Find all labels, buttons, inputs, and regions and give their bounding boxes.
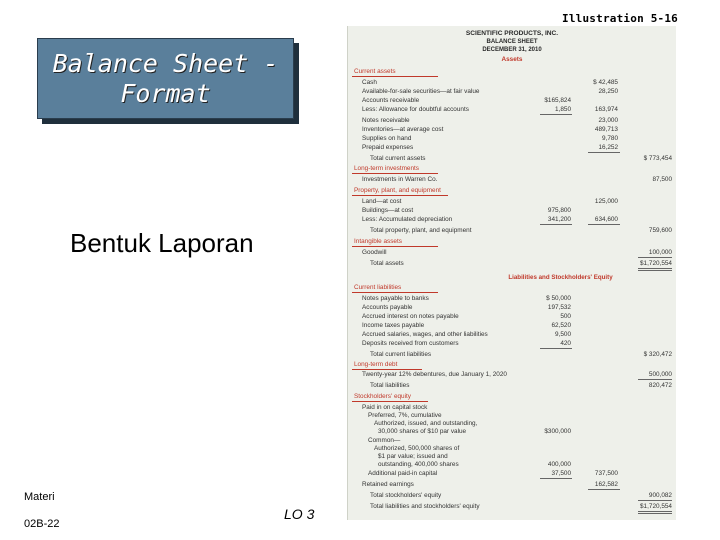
amt-total-liab: 820,472 (648, 382, 672, 389)
line-total-liab: Total liabilities (370, 382, 410, 389)
amt-notes-rec: 23,000 (598, 117, 618, 124)
amt-pref: $300,000 (544, 428, 571, 435)
line-cash: Cash (362, 79, 377, 86)
line-common: Common— (368, 437, 401, 444)
line-ar: Accounts receivable (362, 97, 420, 104)
amt-allow: 1,850 (555, 106, 571, 113)
amt-total-se: 900,082 (648, 492, 672, 499)
line-accrued-sal: Accrued salaries, wages, and other liabilities (362, 331, 488, 338)
line-inv-warren: Investments in Warren Co. (362, 176, 438, 183)
section-underline (352, 401, 428, 402)
rule (588, 489, 620, 490)
assets-header: Assets (501, 56, 523, 63)
amt-bldg-net: 634,600 (594, 216, 618, 223)
title-panel (37, 38, 294, 119)
amt-total-ppe: 759,600 (648, 227, 672, 234)
amt-ar: $165,824 (544, 97, 571, 104)
amt-retained: 162,582 (594, 481, 618, 488)
amt-tax-pay: 62,520 (551, 322, 571, 329)
section-underline (352, 173, 438, 174)
title-line-1: Balance Sheet - (52, 48, 279, 78)
line-allow: Less: Allowance for doubtful accounts (362, 106, 469, 113)
rule (540, 114, 572, 115)
double-rule (638, 268, 672, 271)
amt-land: 125,000 (594, 198, 618, 205)
line-afs: Available-for-sale securities—at fair value (362, 88, 480, 95)
line-pref-auth: Authorized, issued, and outstanding, (374, 420, 478, 427)
amt-cash: $ 42,485 (593, 79, 618, 86)
statement-date: DECEMBER 31, 2010 (482, 47, 542, 53)
line-inventories: Inventories—at average cost (362, 126, 444, 133)
amt-accum-dep: 341,200 (547, 216, 571, 223)
rule (638, 379, 672, 380)
amt-afs: 28,250 (598, 88, 618, 95)
line-total-assets: Total assets (370, 260, 404, 267)
rule (540, 224, 572, 225)
amt-prepaid: 16,252 (598, 144, 618, 151)
line-notes-rec: Notes receivable (362, 117, 410, 124)
amt-notes-pay: $ 50,000 (546, 295, 571, 302)
line-deposits: Deposits received from customers (362, 340, 459, 347)
line-apic: Additional paid-in capital (368, 470, 438, 477)
company-name: SCIENTIFIC PRODUCTS, INC. (465, 30, 559, 37)
line-debentures: Twenty-year 12% debentures, due January 1, 2020 (362, 371, 507, 378)
line-total-ppe: Total property, plant, and equipment (370, 227, 472, 234)
line-tax-pay: Income taxes payable (362, 322, 425, 329)
section-long-term-investments: Long-term investments (354, 165, 419, 172)
amt-total-cl: $ 320,472 (643, 351, 672, 358)
title-box (37, 38, 299, 124)
line-total-ca: Total current assets (370, 155, 426, 162)
subtitle-text: Bentuk Laporan (70, 228, 254, 258)
rule (588, 152, 620, 153)
amt-supplies: 9,780 (602, 135, 618, 142)
amt-paid-total: 737,500 (594, 470, 618, 477)
line-notes-pay: Notes payable to banks (362, 295, 429, 302)
amt-buildings: 975,800 (547, 207, 571, 214)
line-common-auth: Authorized, 500,000 shares of (374, 445, 460, 452)
amt-total-ca: $ 773,454 (643, 155, 672, 162)
section-current-liabilities: Current liabilities (354, 284, 402, 291)
rule (638, 500, 672, 501)
line-common-par: $1 par value; issued and (378, 453, 448, 460)
section-underline (352, 246, 438, 247)
amt-total-assets: $1,720,554 (640, 260, 672, 267)
section-stockholders-equity: Stockholders' equity (354, 393, 411, 400)
section-underline (352, 76, 438, 77)
amt-common: 400,000 (547, 461, 571, 468)
liab-equity-header: Liabilities and Stockholders' Equity (508, 274, 613, 281)
double-rule (638, 511, 672, 514)
line-prepaid: Prepaid expenses (362, 144, 414, 151)
line-buildings: Buildings—at cost (362, 207, 414, 214)
title-line-2: Format (120, 78, 211, 108)
footer-materi: Materi (24, 491, 55, 503)
line-total-cl: Total current liabilities (370, 351, 432, 358)
line-supplies: Supplies on hand (362, 135, 412, 142)
line-ap: Accounts payable (362, 304, 413, 311)
section-ppe: Property, plant, and equipment (354, 187, 441, 194)
line-total-se: Total stockholders' equity (370, 492, 442, 499)
amt-deposits: 420 (560, 340, 571, 347)
section-underline (352, 369, 422, 370)
amt-accrued-sal: 9,500 (555, 331, 571, 338)
footer-code: 02B-22 (24, 518, 60, 530)
line-common-out: outstanding, 400,000 shares (378, 461, 459, 468)
amt-debentures: 500,000 (648, 371, 672, 378)
rule (540, 478, 572, 479)
line-pref-shares: 30,000 shares of $10 par value (378, 428, 467, 435)
line-total-le: Total liabilities and stockholders' equity (370, 503, 480, 510)
line-int-pay: Accrued interest on notes payable (362, 313, 459, 320)
amt-total-le: $1,720,554 (640, 503, 672, 510)
amt-goodwill: 100,000 (648, 249, 672, 256)
amt-inventories: 489,713 (594, 126, 618, 133)
amt-inv-warren: 87,500 (652, 176, 672, 183)
line-goodwill: Goodwill (362, 249, 387, 256)
line-land: Land—at cost (362, 198, 402, 205)
rule (540, 348, 572, 349)
section-current-assets: Current assets (354, 68, 396, 75)
rule (638, 257, 672, 258)
rule (588, 224, 620, 225)
line-accum-dep: Less: Accumulated depreciation (362, 216, 453, 223)
line-retained: Retained earnings (362, 481, 414, 488)
section-intangible: Intangible assets (354, 238, 402, 245)
amt-int-pay: 500 (560, 313, 571, 320)
statement-name: BALANCE SHEET (486, 39, 538, 45)
line-pref: Preferred, 7%, cumulative (368, 412, 442, 419)
section-underline (352, 195, 448, 196)
footer-lo: LO 3 (284, 506, 315, 522)
section-long-term-debt: Long-term debt (354, 361, 398, 368)
section-underline (352, 292, 438, 293)
amt-ar-net: 163,974 (594, 106, 618, 113)
amt-ap: 197,532 (547, 304, 571, 311)
line-paid-in: Paid in on capital stock (362, 404, 428, 411)
illustration-label: Illustration 5-16 (562, 12, 678, 25)
balance-sheet-image (347, 26, 676, 520)
amt-apic: 37,500 (551, 470, 571, 477)
